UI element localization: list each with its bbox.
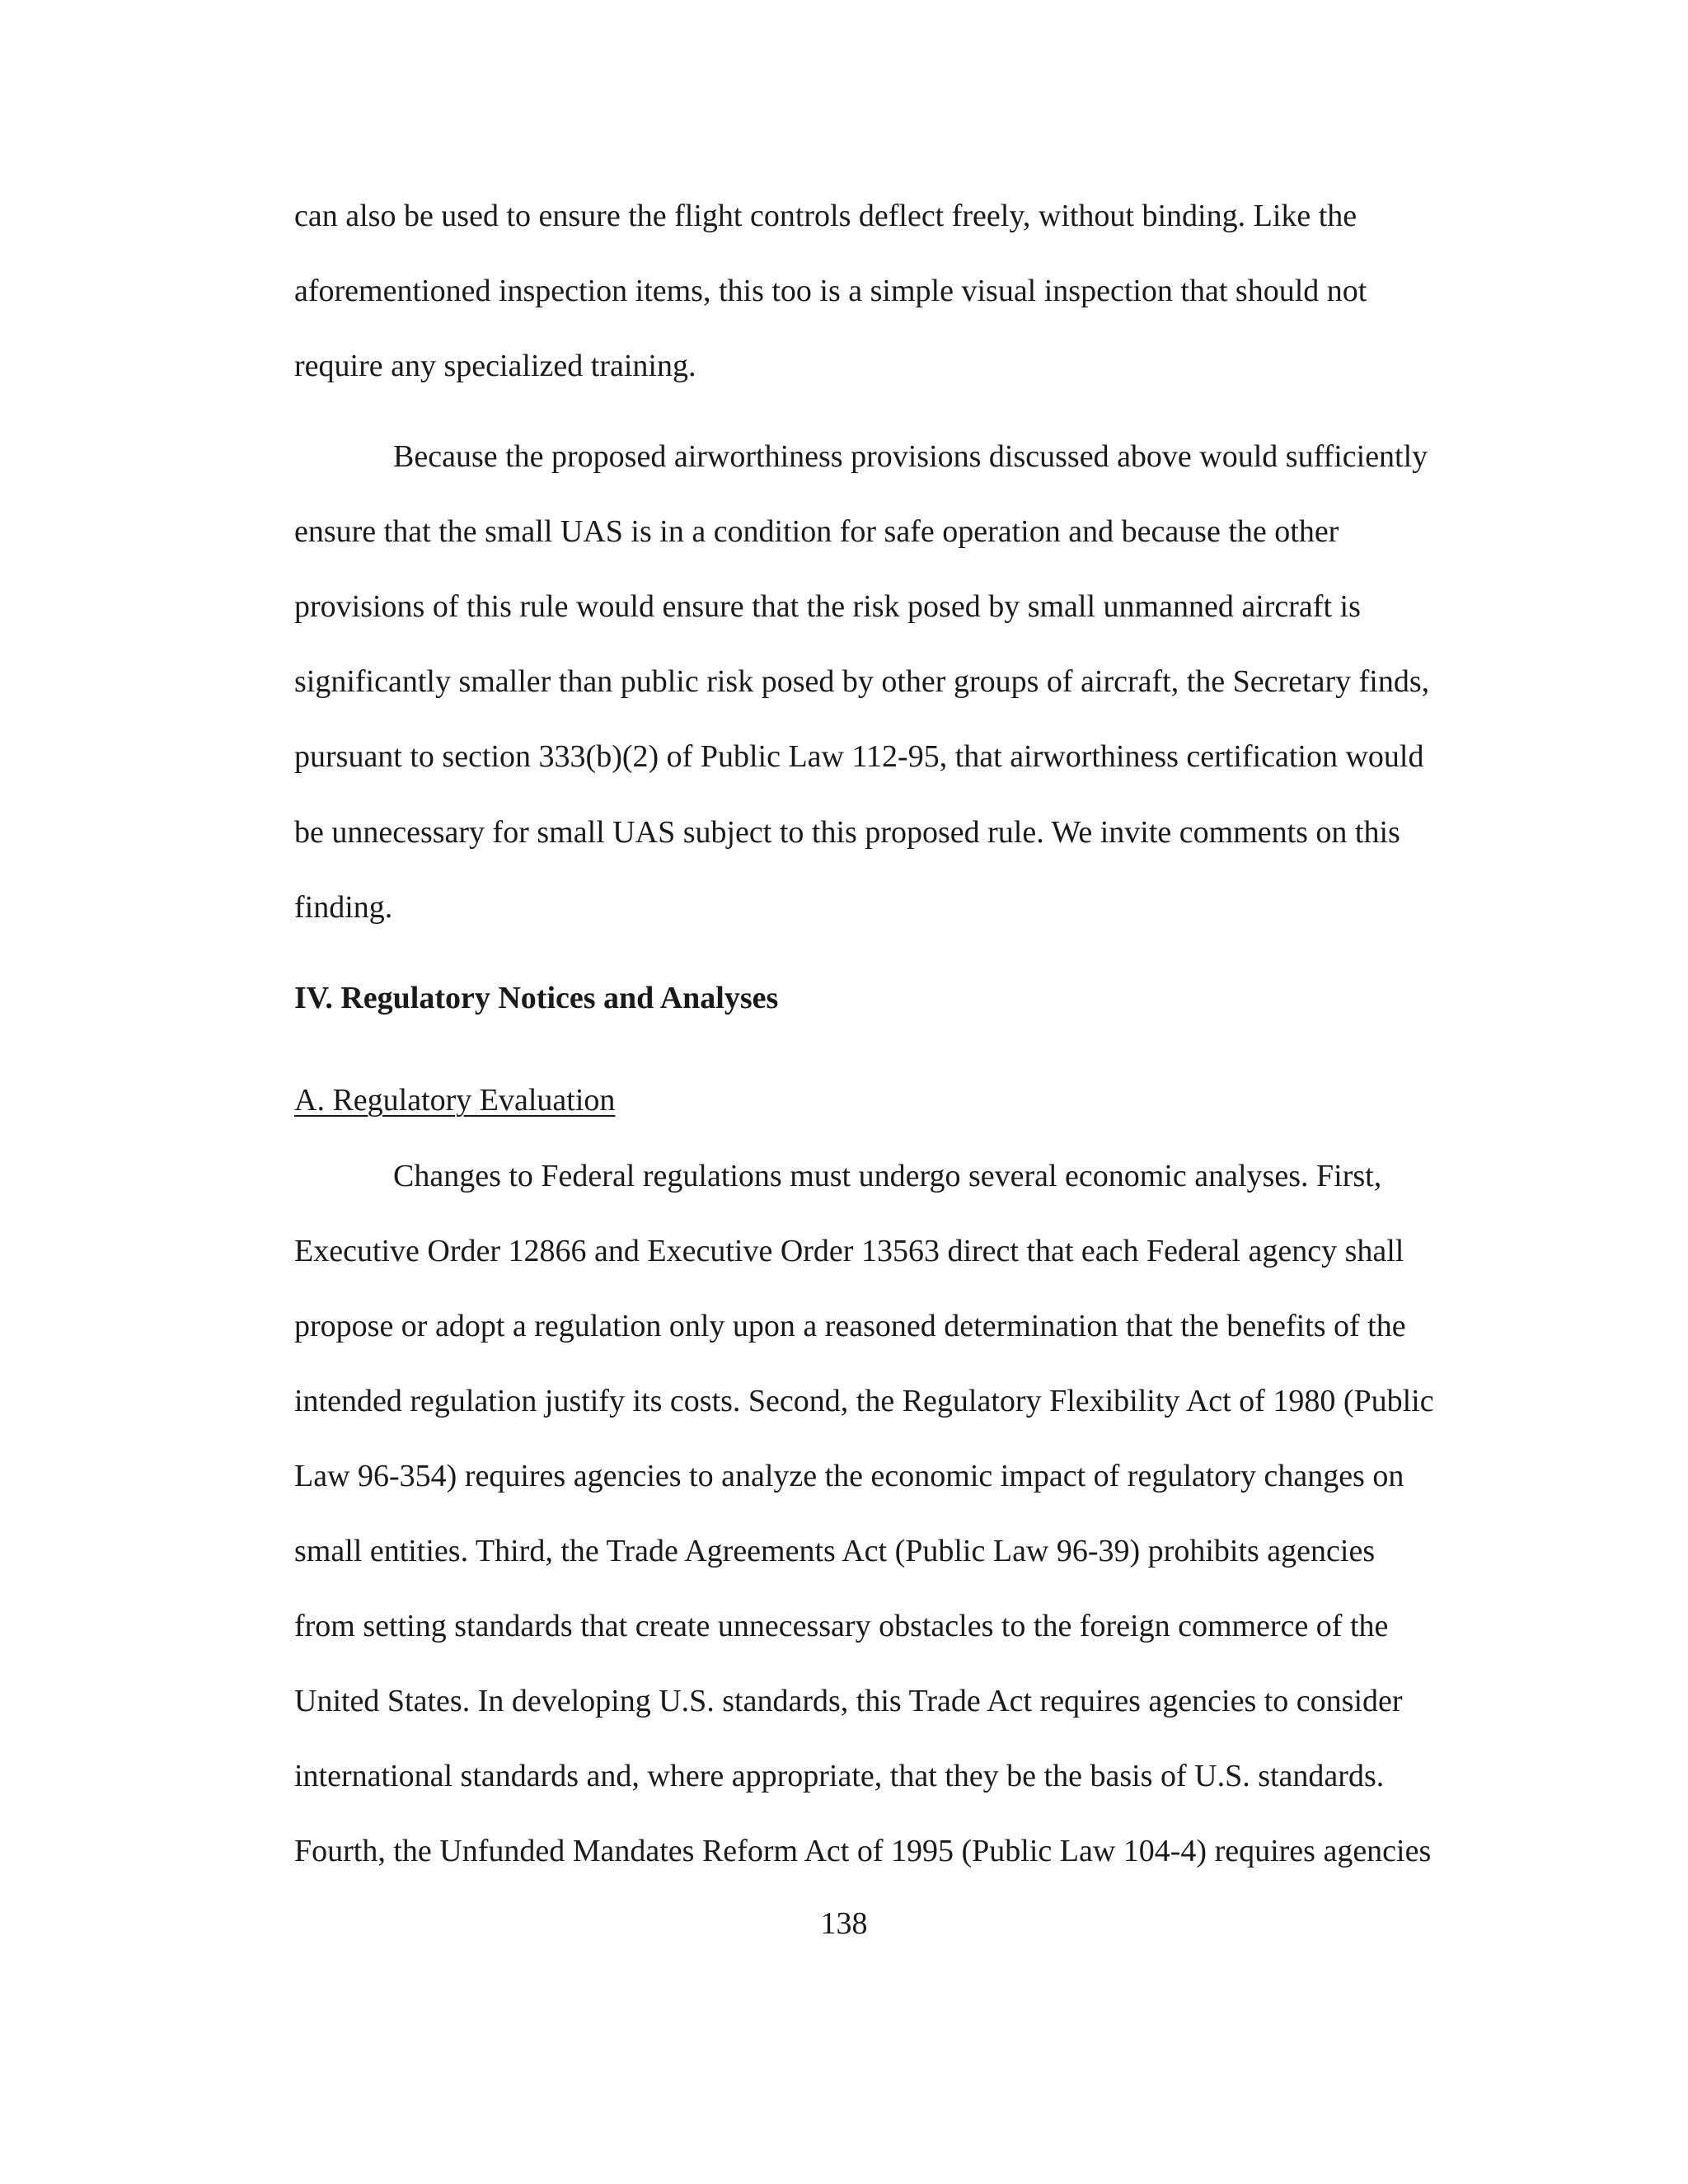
text-line: Because the proposed airworthiness provisions discussed above would sufficiently bbox=[393, 439, 1428, 474]
subsection-heading: A. Regulatory Evaluation bbox=[294, 1083, 616, 1118]
text-line: be unnecessary for small UAS subject to this proposed rule. We invite comments on this bbox=[294, 815, 1400, 850]
text-line: international standards and, where appropriate, that they be the basis of U.S. standards. bbox=[294, 1759, 1385, 1793]
text-line: small entities. Third, the Trade Agreements Act (Public Law 96-39) prohibits agencies bbox=[294, 1534, 1376, 1568]
text-line: significantly smaller than public risk posed by other groups of aircraft, the Secretary finds, bbox=[294, 664, 1430, 699]
text-line: from setting standards that create unnecessary obstacles to the foreign commerce of the bbox=[294, 1609, 1389, 1643]
text-line: require any specialized training. bbox=[294, 349, 696, 383]
text-line: pursuant to section 333(b)(2) of Public Law 112-95, that airworthiness certification would bbox=[294, 739, 1424, 774]
text-line: Law 96-354) requires agencies to analyze the economic impact of regulatory changes on bbox=[294, 1459, 1404, 1493]
text-line: Changes to Federal regulations must undergo several economic analyses. First, bbox=[393, 1159, 1382, 1193]
text-line: propose or adopt a regulation only upon a reasoned determination that the benefits of the bbox=[294, 1309, 1406, 1343]
page-number: 138 bbox=[820, 1906, 868, 1941]
text-line: intended regulation justify its costs. Second, the Regulatory Flexibility Act of 1980 (Public bbox=[294, 1384, 1434, 1418]
text-line: United States. In developing U.S. standards, this Trade Act requires agencies to consider bbox=[294, 1684, 1403, 1718]
text-line: Fourth, the Unfunded Mandates Reform Act of 1995 (Public Law 104-4) requires agencies bbox=[294, 1834, 1432, 1868]
text-line: aforementioned inspection items, this too is a simple visual inspection that should not bbox=[294, 274, 1367, 308]
text-line: Executive Order 12866 and Executive Order 13563 direct that each Federal agency shall bbox=[294, 1234, 1404, 1268]
section-heading: IV. Regulatory Notices and Analyses bbox=[294, 981, 779, 1015]
text-line: finding. bbox=[294, 890, 393, 925]
text-line: ensure that the small UAS is in a condition for safe operation and because the other bbox=[294, 514, 1339, 549]
text-line: can also be used to ensure the flight controls deflect freely, without binding. Like the bbox=[294, 199, 1357, 233]
text-line: provisions of this rule would ensure that the risk posed by small unmanned aircraft is bbox=[294, 589, 1361, 624]
